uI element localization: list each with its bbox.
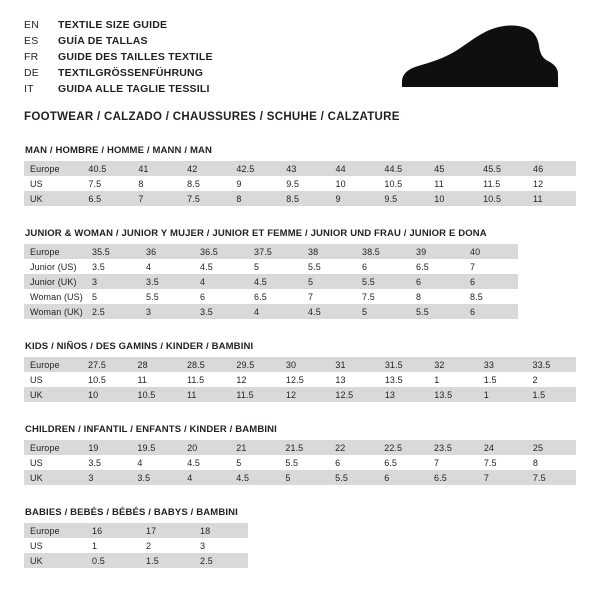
language-row bbox=[24, 50, 213, 64]
size-cell: 1.5 bbox=[140, 553, 194, 568]
size-cell: 44.5 bbox=[378, 161, 428, 176]
size-group-title: BABIES / BEBÉS / BÉBÉS / BABYS / BAMBINI bbox=[25, 507, 238, 518]
size-cell: 20 bbox=[181, 440, 230, 455]
size-cell: 0.5 bbox=[86, 553, 140, 568]
size-cell: 33.5 bbox=[526, 357, 576, 372]
size-cell: 5.5 bbox=[140, 289, 194, 304]
size-cell: 31 bbox=[329, 357, 378, 372]
size-group-title: JUNIOR & WOMAN / JUNIOR Y MUJER / JUNIOR ET FEMME / JUNIOR UND FRAU / JUNIOR E DONA bbox=[25, 228, 487, 239]
size-cell: 9 bbox=[330, 191, 379, 206]
size-cell: 40 bbox=[464, 244, 518, 259]
size-cell: 8 bbox=[230, 191, 280, 206]
table-row bbox=[24, 161, 576, 176]
size-cell: 9.5 bbox=[378, 191, 428, 206]
row-label: Junior (UK) bbox=[24, 274, 86, 289]
size-cell: 7 bbox=[428, 455, 478, 470]
language-title: GUÍA DE TALLAS bbox=[58, 35, 148, 47]
row-label: Woman (US) bbox=[24, 289, 86, 304]
size-cell: 38 bbox=[302, 244, 356, 259]
size-cell: 4.5 bbox=[181, 455, 230, 470]
size-cell: 8 bbox=[527, 455, 576, 470]
size-cell: 3.5 bbox=[140, 274, 194, 289]
size-cell: 3 bbox=[140, 304, 194, 319]
size-cell: 6 bbox=[464, 274, 518, 289]
row-label: UK bbox=[24, 387, 82, 402]
size-cell: 43 bbox=[280, 161, 329, 176]
size-cell: 6.5 bbox=[82, 191, 132, 206]
size-cell: 8 bbox=[132, 176, 181, 191]
size-cell: 21 bbox=[230, 440, 279, 455]
language-row bbox=[24, 66, 213, 80]
size-table bbox=[24, 440, 576, 485]
size-cell: 5 bbox=[86, 289, 140, 304]
language-code: IT bbox=[24, 83, 34, 95]
size-table bbox=[24, 161, 576, 206]
size-cell: 1.5 bbox=[526, 387, 576, 402]
size-cell: 40.5 bbox=[82, 161, 132, 176]
table-row bbox=[24, 523, 248, 538]
size-cell: 21.5 bbox=[279, 440, 329, 455]
row-label: Woman (UK) bbox=[24, 304, 86, 319]
size-cell: 3 bbox=[86, 274, 140, 289]
table-row bbox=[24, 274, 518, 289]
size-cell: 6 bbox=[410, 274, 464, 289]
language-titles bbox=[24, 18, 213, 96]
size-cell: 8.5 bbox=[181, 176, 230, 191]
language-row bbox=[24, 18, 213, 32]
size-cell: 41 bbox=[132, 161, 181, 176]
size-cell: 3.5 bbox=[131, 470, 181, 485]
size-cell: 46 bbox=[527, 161, 576, 176]
size-cell: 7 bbox=[132, 191, 181, 206]
size-group bbox=[24, 424, 576, 485]
table-row bbox=[24, 357, 576, 372]
size-cell: 5.5 bbox=[329, 470, 378, 485]
size-cell: 7.5 bbox=[527, 470, 576, 485]
size-cell: 13 bbox=[329, 372, 378, 387]
size-cell: 37.5 bbox=[248, 244, 302, 259]
table-row bbox=[24, 553, 248, 568]
document-header bbox=[24, 18, 576, 97]
size-cell: 45.5 bbox=[477, 161, 527, 176]
size-cell: 29.5 bbox=[230, 357, 279, 372]
row-label: Junior (US) bbox=[24, 259, 86, 274]
size-cell: 4.5 bbox=[194, 259, 248, 274]
row-label: Europe bbox=[24, 161, 82, 176]
language-code: ES bbox=[24, 35, 39, 47]
size-cell: 1 bbox=[86, 538, 140, 553]
size-cell: 4 bbox=[194, 274, 248, 289]
row-label: UK bbox=[24, 553, 86, 568]
size-cell: 7 bbox=[302, 289, 356, 304]
size-cell: 44 bbox=[330, 161, 379, 176]
size-group bbox=[24, 507, 576, 568]
row-label: US bbox=[24, 176, 82, 191]
table-row bbox=[24, 244, 518, 259]
size-cell: 5 bbox=[230, 455, 279, 470]
size-cell: 3.5 bbox=[194, 304, 248, 319]
size-cell: 7 bbox=[464, 259, 518, 274]
size-cell: 19.5 bbox=[131, 440, 181, 455]
size-cell: 12 bbox=[280, 387, 329, 402]
row-label: US bbox=[24, 538, 86, 553]
size-cell: 5 bbox=[302, 274, 356, 289]
size-cell: 25 bbox=[527, 440, 576, 455]
size-cell: 38.5 bbox=[356, 244, 410, 259]
table-row bbox=[24, 440, 576, 455]
size-cell: 12 bbox=[527, 176, 576, 191]
size-cell: 6.5 bbox=[248, 289, 302, 304]
size-cell: 11 bbox=[181, 387, 230, 402]
size-cell: 11.5 bbox=[181, 372, 230, 387]
size-table bbox=[24, 244, 518, 319]
size-group-title: MAN / HOMBRE / HOMME / MANN / MAN bbox=[25, 145, 213, 156]
language-code: DE bbox=[24, 67, 39, 79]
table-row bbox=[24, 176, 576, 191]
table-row bbox=[24, 289, 518, 304]
table-row bbox=[24, 538, 248, 553]
size-cell: 32 bbox=[428, 357, 477, 372]
size-cell: 18 bbox=[194, 523, 248, 538]
table-row bbox=[24, 470, 576, 485]
footwear-section-title: FOOTWEAR / CALZADO / CHAUSSURES / SCHUHE / CALZATURE bbox=[24, 111, 400, 123]
size-cell: 8 bbox=[410, 289, 464, 304]
size-cell: 24 bbox=[478, 440, 527, 455]
size-cell: 33 bbox=[478, 357, 527, 372]
row-label: Europe bbox=[24, 440, 82, 455]
size-cell: 3.5 bbox=[82, 455, 131, 470]
row-label: UK bbox=[24, 191, 82, 206]
size-cell: 6 bbox=[329, 455, 378, 470]
size-cell: 2.5 bbox=[86, 304, 140, 319]
row-label: UK bbox=[24, 470, 82, 485]
size-cell: 2 bbox=[526, 372, 576, 387]
row-label: Europe bbox=[24, 523, 86, 538]
row-label: Europe bbox=[24, 357, 82, 372]
size-cell: 45 bbox=[428, 161, 477, 176]
size-cell: 27.5 bbox=[82, 357, 131, 372]
size-cell: 3.5 bbox=[86, 259, 140, 274]
language-title: GUIDE DES TAILLES TEXTILE bbox=[58, 51, 213, 63]
table-row bbox=[24, 191, 576, 206]
size-cell: 10 bbox=[330, 176, 379, 191]
language-row bbox=[24, 82, 213, 96]
size-cell: 5 bbox=[248, 259, 302, 274]
size-cell: 19 bbox=[82, 440, 131, 455]
size-cell: 12.5 bbox=[329, 387, 378, 402]
row-label: Europe bbox=[24, 244, 86, 259]
size-cell: 11 bbox=[527, 191, 576, 206]
size-cell: 8.5 bbox=[280, 191, 329, 206]
size-cell: 4 bbox=[248, 304, 302, 319]
size-cell: 13 bbox=[379, 387, 428, 402]
size-cell: 36.5 bbox=[194, 244, 248, 259]
row-label: US bbox=[24, 455, 82, 470]
size-cell: 1.5 bbox=[478, 372, 527, 387]
size-cell: 16 bbox=[86, 523, 140, 538]
size-cell: 13.5 bbox=[379, 372, 428, 387]
size-table bbox=[24, 357, 576, 402]
size-cell: 30 bbox=[280, 357, 329, 372]
size-cell: 2.5 bbox=[194, 553, 248, 568]
size-group-title: KIDS / NIÑOS / DES GAMINS / KINDER / BAMBINI bbox=[25, 341, 254, 352]
size-cell: 28 bbox=[131, 357, 180, 372]
table-row bbox=[24, 455, 576, 470]
size-cell: 39 bbox=[410, 244, 464, 259]
size-group bbox=[24, 228, 576, 319]
size-cell: 10 bbox=[82, 387, 131, 402]
size-cell: 17 bbox=[140, 523, 194, 538]
size-cell: 23.5 bbox=[428, 440, 478, 455]
size-cell: 42 bbox=[181, 161, 230, 176]
size-cell: 42.5 bbox=[230, 161, 280, 176]
size-cell: 9 bbox=[230, 176, 280, 191]
size-cell: 7.5 bbox=[82, 176, 132, 191]
size-cell: 12 bbox=[230, 372, 279, 387]
size-cell: 6.5 bbox=[428, 470, 478, 485]
size-cell: 5 bbox=[356, 304, 410, 319]
table-row bbox=[24, 304, 518, 319]
size-cell: 7 bbox=[478, 470, 527, 485]
size-group bbox=[24, 341, 576, 402]
size-cell: 11 bbox=[131, 372, 180, 387]
size-cell: 12.5 bbox=[280, 372, 329, 387]
size-cell: 6.5 bbox=[410, 259, 464, 274]
language-title: GUIDA ALLE TAGLIE TESSILI bbox=[58, 83, 210, 95]
size-group bbox=[24, 145, 576, 206]
size-cell: 35.5 bbox=[86, 244, 140, 259]
size-cell: 7.5 bbox=[181, 191, 230, 206]
size-cell: 2 bbox=[140, 538, 194, 553]
language-code: EN bbox=[24, 19, 39, 31]
size-cell: 5 bbox=[279, 470, 329, 485]
size-cell: 13.5 bbox=[428, 387, 477, 402]
size-cell: 7.5 bbox=[356, 289, 410, 304]
size-cell: 22.5 bbox=[378, 440, 428, 455]
size-cell: 4 bbox=[140, 259, 194, 274]
table-row bbox=[24, 259, 518, 274]
size-cell: 5.5 bbox=[279, 455, 329, 470]
size-cell: 5.5 bbox=[410, 304, 464, 319]
table-row bbox=[24, 372, 576, 387]
size-cell: 11.5 bbox=[230, 387, 279, 402]
size-cell: 10.5 bbox=[378, 176, 428, 191]
size-cell: 6 bbox=[464, 304, 518, 319]
size-table bbox=[24, 523, 248, 568]
size-cell: 28.5 bbox=[181, 357, 230, 372]
size-cell: 11 bbox=[428, 176, 477, 191]
size-cell: 11.5 bbox=[477, 176, 527, 191]
size-cell: 7.5 bbox=[478, 455, 527, 470]
size-cell: 10.5 bbox=[131, 387, 180, 402]
size-cell: 6 bbox=[194, 289, 248, 304]
size-cell: 3 bbox=[194, 538, 248, 553]
size-cell: 1 bbox=[428, 372, 477, 387]
table-row bbox=[24, 387, 576, 402]
size-cell: 5.5 bbox=[302, 259, 356, 274]
size-cell: 4.5 bbox=[248, 274, 302, 289]
dress-shoe-icon bbox=[392, 22, 562, 97]
size-cell: 8.5 bbox=[464, 289, 518, 304]
size-cell: 4.5 bbox=[230, 470, 279, 485]
size-cell: 4 bbox=[131, 455, 181, 470]
size-cell: 1 bbox=[478, 387, 527, 402]
size-cell: 36 bbox=[140, 244, 194, 259]
size-cell: 5.5 bbox=[356, 274, 410, 289]
size-cell: 31.5 bbox=[379, 357, 428, 372]
language-title: TEXTILGRÖSSENFÜHRUNG bbox=[58, 67, 204, 79]
size-cell: 9.5 bbox=[280, 176, 329, 191]
size-cell: 6.5 bbox=[378, 455, 428, 470]
size-cell: 10.5 bbox=[477, 191, 527, 206]
language-row bbox=[24, 34, 213, 48]
size-cell: 4.5 bbox=[302, 304, 356, 319]
size-cell: 22 bbox=[329, 440, 378, 455]
size-cell: 6 bbox=[356, 259, 410, 274]
size-cell: 3 bbox=[82, 470, 131, 485]
language-title: TEXTILE SIZE GUIDE bbox=[58, 19, 168, 31]
size-cell: 6 bbox=[378, 470, 428, 485]
size-cell: 4 bbox=[181, 470, 230, 485]
size-cell: 10.5 bbox=[82, 372, 131, 387]
row-label: US bbox=[24, 372, 82, 387]
size-tables bbox=[24, 145, 576, 568]
size-group-title: CHILDREN / INFANTIL / ENFANTS / KINDER / BAMBINI bbox=[25, 424, 277, 435]
size-cell: 10 bbox=[428, 191, 477, 206]
language-code: FR bbox=[24, 51, 39, 63]
